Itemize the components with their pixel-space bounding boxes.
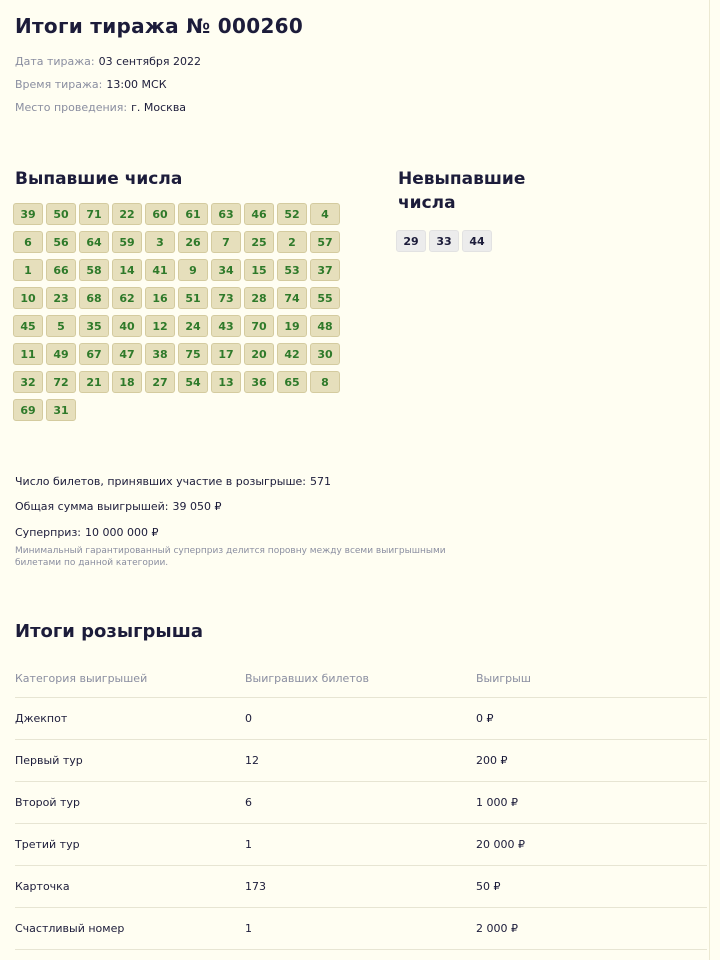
row-winning-tickets: 6 [245,796,252,809]
draw-place-value: г. Москва [131,101,187,114]
drawn-number: 68 [79,287,109,309]
drawn-number: 3 [145,231,175,253]
drawn-number: 35 [79,315,109,337]
draw-time-value: 13:00 МСК [106,78,167,91]
drawn-number: 31 [46,399,76,421]
row-category: Джекпот [15,712,68,725]
drawn-number: 71 [79,203,109,225]
drawn-number: 39 [13,203,43,225]
drawn-number: 49 [46,343,76,365]
table-row [15,740,707,782]
drawn-number: 6 [13,231,43,253]
drawn-number: 40 [112,315,142,337]
drawn-number: 57 [310,231,340,253]
drawn-number: 36 [244,371,274,393]
drawn-number: 69 [13,399,43,421]
drawn-number: 19 [277,315,307,337]
column-header-category: Категория выигрышей [15,672,148,685]
drawn-number: 10 [13,287,43,309]
drawn-number: 17 [211,343,241,365]
drawn-number: 42 [277,343,307,365]
draw-place [15,101,186,114]
drawn-number: 20 [244,343,274,365]
drawn-number: 47 [112,343,142,365]
drawn-number: 22 [112,203,142,225]
tickets-count-label: Число билетов, принявших участие в розыгрыше: [15,475,307,488]
drawn-number: 67 [79,343,109,365]
row-winning-tickets: 1 [245,922,252,935]
drawn-number: 21 [79,371,109,393]
drawn-number: 24 [178,315,208,337]
drawn-number: 70 [244,315,274,337]
row-winning-tickets: 0 [245,712,252,725]
superprize [15,526,159,539]
drawn-number: 7 [211,231,241,253]
superprize-note: Минимальный гарантированный суперприз делится поровну между всеми выигрышными билетами по данной категории. [15,546,446,568]
drawn-number: 28 [244,287,274,309]
page-title: Итоги тиража № 000260 [15,14,304,38]
drawn-number: 41 [145,259,175,281]
drawn-number: 56 [46,231,76,253]
drawn-number: 48 [310,315,340,337]
drawn-number: 53 [277,259,307,281]
drawn-number: 16 [145,287,175,309]
drawn-number: 46 [244,203,274,225]
drawn-number: 1 [13,259,43,281]
drawn-number: 32 [13,371,43,393]
page-border [709,0,710,960]
tickets-count-value: 571 [310,475,332,488]
drawn-number: 64 [79,231,109,253]
drawn-number: 72 [46,371,76,393]
drawn-number: 37 [310,259,340,281]
drawn-number: 55 [310,287,340,309]
table-row [15,866,707,908]
row-prize: 200 ₽ [476,754,508,767]
not-drawn-title-line2: числа [398,193,456,213]
table-row [15,824,707,866]
row-category: Третий тур [15,838,80,851]
drawn-number: 59 [112,231,142,253]
not-drawn-title-line1: Невыпавшие [398,169,526,189]
row-category: Карточка [15,880,70,893]
total-winnings-value: 39 050 ₽ [172,500,222,513]
row-winning-tickets: 173 [245,880,266,893]
row-prize: 20 000 ₽ [476,838,525,851]
row-prize: 50 ₽ [476,880,501,893]
drawn-number: 4 [310,203,340,225]
drawn-number: 11 [13,343,43,365]
tickets-count [15,475,331,488]
row-prize: 0 ₽ [476,712,494,725]
drawn-number: 15 [244,259,274,281]
row-winning-tickets: 1 [245,838,252,851]
drawn-number: 30 [310,343,340,365]
drawn-number: 52 [277,203,307,225]
drawn-number: 18 [112,371,142,393]
drawn-number: 61 [178,203,208,225]
drawn-number: 38 [145,343,175,365]
drawn-number: 12 [145,315,175,337]
not-drawn-number: 33 [429,230,459,252]
results-table-header [15,660,707,698]
drawn-number: 65 [277,371,307,393]
drawn-number: 26 [178,231,208,253]
column-header-prize: Выигрыш [476,672,531,685]
superprize-value: 10 000 000 ₽ [85,526,159,539]
drawn-number: 27 [145,371,175,393]
row-category: Второй тур [15,796,80,809]
draw-time [15,78,167,91]
row-prize: 2 000 ₽ [476,922,518,935]
table-row [15,908,707,950]
row-winning-tickets: 12 [245,754,259,767]
drawn-number: 2 [277,231,307,253]
not-drawn-number: 29 [396,230,426,252]
drawn-number: 51 [178,287,208,309]
drawn-number: 34 [211,259,241,281]
column-header-winning-tickets: Выигравших билетов [245,672,369,685]
drawn-number: 14 [112,259,142,281]
drawn-number: 25 [244,231,274,253]
drawn-number: 45 [13,315,43,337]
drawn-number: 58 [79,259,109,281]
drawn-number: 5 [46,315,76,337]
total-winnings [15,500,222,513]
not-drawn-number: 44 [462,230,492,252]
draw-date [15,55,201,68]
draw-time-label: Время тиража: [15,78,103,91]
drawn-number: 13 [211,371,241,393]
drawn-number: 63 [211,203,241,225]
drawn-number: 50 [46,203,76,225]
drawn-number: 8 [310,371,340,393]
drawn-number: 9 [178,259,208,281]
draw-date-label: Дата тиража: [15,55,95,68]
results-title: Итоги розыгрыша [15,621,203,642]
total-winnings-label: Общая сумма выигрышей: [15,500,169,513]
drawn-number: 43 [211,315,241,337]
not-drawn-numbers-title [398,167,525,215]
row-category: Счастливый номер [15,922,125,935]
row-category: Первый тур [15,754,83,767]
drawn-number: 75 [178,343,208,365]
draw-place-label: Место проведения: [15,101,128,114]
drawn-number: 60 [145,203,175,225]
drawn-number: 62 [112,287,142,309]
table-row [15,698,707,740]
drawn-number: 73 [211,287,241,309]
draw-date-value: 03 сентября 2022 [98,55,202,68]
drawn-number: 66 [46,259,76,281]
table-row [15,782,707,824]
drawn-number: 74 [277,287,307,309]
superprize-label: Суперприз: [15,526,82,539]
drawn-numbers-title: Выпавшие числа [15,169,183,189]
drawn-number: 23 [46,287,76,309]
row-prize: 1 000 ₽ [476,796,518,809]
drawn-number: 54 [178,371,208,393]
